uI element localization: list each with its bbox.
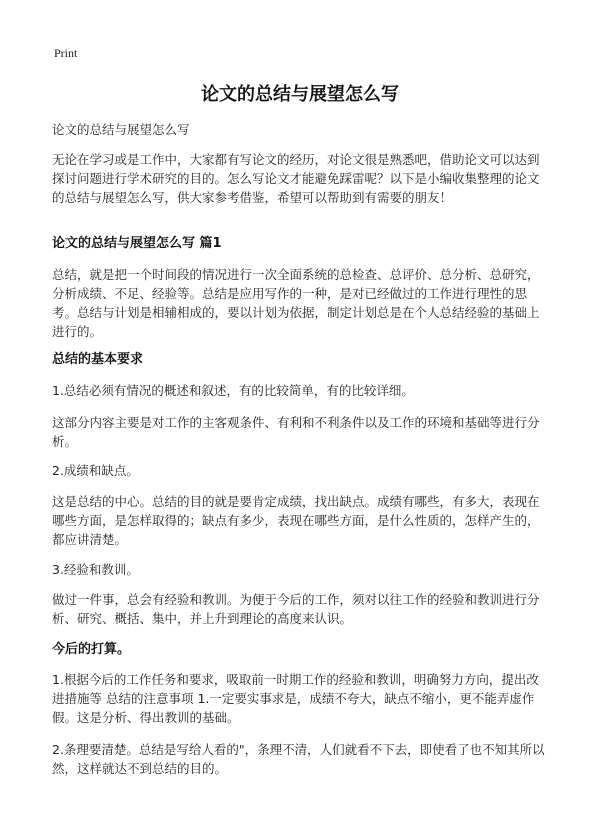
plan-heading: 今后的打算。 <box>52 642 131 657</box>
intro-paragraph: 无论在学习或是工作中，大家都有写论文的经历，对论文很是熟悉吧，借助论文可以达到探讨问题进行学术研究的目的。怎么写论文才能避免踩雷呢？以下是小编收集整理的论文的总结与展望怎么写，供大家参考借鉴，希望可以帮助到有需要的朋友！ <box>52 152 540 205</box>
requirement-item-2: 2.成绩和缺点。 <box>52 463 139 478</box>
requirement-item-2-desc: 这是总结的中心。总结的目的就是要肯定成绩，找出缺点。成绩有哪些，有多大，表现在哪些方面，是怎样取得的；缺点有多少，表现在哪些方面，是什么性质的，怎样产生的，都应讲清楚。 <box>52 494 540 547</box>
plan-item-2: 2.条理要清楚。总结是写给人看的"，条理不清，人们就看不下去，即使看了也不知其所以然，这样就达不到总结的目的。 <box>52 742 545 776</box>
plan-item-1: 1.根据今后的工作任务和要求，吸取前一时期工作的经验和教训，明确努力方向，提出改进措施等 总结的注意事项 1.一定要实事求是，成绩不夸大，缺点不缩小，更不能弄虚作假。这是分析、得出教训的基础。 <box>52 672 539 725</box>
print-link[interactable]: Print <box>54 46 78 60</box>
summary-definition-paragraph: 总结，就是把一个时间段的情况进行一次全面系统的总检查、总评价、总分析、总研究，分析成绩、不足、经验等。总结是应用写作的一种，是对已经做过的工作进行理性的思考。总结与计划是相辅相成的，要以计划为依据，制定计划总是在个人总结经验的基础上进行的。 <box>52 267 540 339</box>
requirement-item-3-desc: 做过一件事，总会有经验和教训。为便于今后的工作，须对以往工作的经验和教训进行分析、研究、概括、集中，并上升到理论的高度来认识。 <box>52 592 540 626</box>
requirements-heading: 总结的基本要求 <box>52 352 144 367</box>
document-title: 论文的总结与展望怎么写 <box>201 84 399 105</box>
section1-heading: 论文的总结与展望怎么写 篇1 <box>52 236 222 251</box>
requirement-item-1: 1.总结必须有情况的概述和叙述，有的比较简单，有的比较详细。 <box>52 383 414 398</box>
subtitle: 论文的总结与展望怎么写 <box>52 122 190 137</box>
requirement-item-1-desc: 这部分内容主要是对工作的主客观条件、有利和不利条件以及工作的环境和基础等进行分析。 <box>52 415 540 449</box>
requirement-item-3: 3.经验和教训。 <box>52 562 139 577</box>
